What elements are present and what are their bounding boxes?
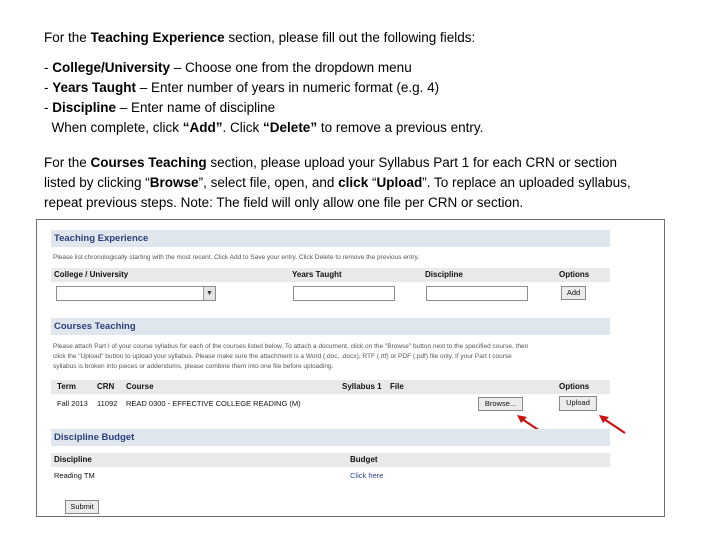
instruction-text: section, please fill out the following fields: [224, 30, 476, 45]
add-button[interactable]: Add [561, 286, 586, 300]
instruction-text: ”, select file, open, and [198, 175, 339, 190]
col-college: College / University [54, 270, 129, 279]
instruction-delete-keyword: “Delete” [263, 120, 318, 135]
course-term: Fall 2013 [57, 399, 88, 408]
college-university-select[interactable] [56, 286, 216, 301]
col-years-taught: Years Taught [292, 270, 342, 279]
instruction-line [44, 173, 631, 193]
course-name: READ 0300 - EFFECTIVE COLLEGE READING (M) [126, 399, 301, 408]
form-screenshot [36, 219, 665, 517]
budget-row [51, 469, 610, 483]
instruction-bullet-years [44, 78, 483, 98]
browse-button[interactable]: Browse... [478, 397, 523, 411]
col-discipline: Discipline [54, 455, 92, 464]
instruction-text: When complete, click [44, 120, 183, 135]
instruction-bold: Browse [149, 175, 199, 190]
upload-button[interactable]: Upload [559, 396, 597, 411]
chevron-down-icon[interactable]: ▼ [203, 287, 215, 300]
bullet-description: – Choose one from the dropdown menu [170, 60, 412, 75]
col-term: Term [57, 382, 76, 391]
bullet-dash: - [44, 60, 53, 75]
col-course: Course [126, 382, 154, 391]
courses-note-line-1: Please attach Part I of your course syllabus for each of the courses listed below. To attach a document, click on the "Browse" button next to the specified course, then [53, 343, 529, 350]
bullet-field-name: Discipline [52, 100, 117, 115]
instruction-text: For the [44, 30, 91, 45]
submit-button[interactable]: Submit [65, 500, 99, 514]
teaching-experience-column-headers [51, 268, 610, 282]
instruction-text: “ [368, 175, 377, 190]
col-file: File [390, 382, 404, 391]
courses-column-headers [51, 380, 610, 394]
instruction-bold: click [338, 175, 369, 190]
courses-teaching-header: Courses Teaching [51, 318, 610, 335]
courses-note-line-3: syllabus is broken into pieces or addendums, please combine them into one file before uploading. [53, 363, 334, 370]
courses-note-line-2: click the "Upload" button to upload your syllabus. Please make sure the attachment is a Word (.doc, .docx), RTF (.rtf) or PDF (.pdf) file only. If your Part I course [53, 353, 512, 360]
discipline-input[interactable] [426, 286, 528, 301]
col-crn: CRN [97, 382, 115, 391]
instruction-text: For the [44, 155, 91, 170]
instruction-text: . Click [222, 120, 264, 135]
teaching-experience-header: Teaching Experience [51, 230, 610, 247]
budget-column-headers [51, 453, 610, 467]
instruction-bold: Courses Teaching [90, 155, 207, 170]
bullet-description: – Enter number of years in numeric format (e.g. 4) [136, 80, 440, 95]
course-row [51, 396, 610, 412]
instruction-teaching-experience [44, 28, 475, 48]
col-syllabus-1: Syllabus 1 [342, 382, 382, 391]
instruction-text: section, please upload your Syllabus Part 1 for each CRN or section [206, 155, 618, 170]
col-options: Options [559, 382, 590, 391]
instruction-text: listed by clicking “ [44, 175, 150, 190]
discipline-budget-header: Discipline Budget [51, 429, 610, 446]
instruction-bold: Teaching Experience [90, 30, 225, 45]
instruction-bullet-discipline [44, 98, 483, 118]
teaching-experience-note: Please list chronologically starting with the most recent. Click Add to Save your entry. Click Delete to remove the previous entry. [53, 254, 420, 261]
instruction-bold: Upload [376, 175, 423, 190]
col-options: Options [559, 270, 590, 279]
course-crn: 11092 [97, 399, 118, 408]
instruction-field-list [44, 58, 483, 138]
budget-discipline: Reading TM [54, 471, 95, 480]
budget-click-here-link[interactable]: Click here [350, 471, 384, 480]
instruction-complete [44, 118, 483, 138]
instruction-text: to remove a previous entry. [317, 120, 484, 135]
instruction-text: ”. To replace an uploaded syllabus, [422, 175, 631, 190]
bullet-field-name: College/University [52, 60, 171, 75]
instruction-bullet-college [44, 58, 483, 78]
instruction-add-keyword: “Add” [182, 120, 223, 135]
bullet-dash: - [44, 100, 53, 115]
col-discipline: Discipline [425, 270, 463, 279]
instruction-courses-teaching [44, 153, 631, 213]
instruction-line: repeat previous steps. Note: The field will only allow one file per CRN or section. [44, 195, 524, 210]
bullet-field-name: Years Taught [52, 80, 137, 95]
bullet-dash: - [44, 80, 53, 95]
years-taught-input[interactable] [293, 286, 395, 301]
col-budget: Budget [350, 455, 378, 464]
instruction-line [44, 153, 631, 173]
bullet-description: – Enter name of discipline [116, 100, 276, 115]
